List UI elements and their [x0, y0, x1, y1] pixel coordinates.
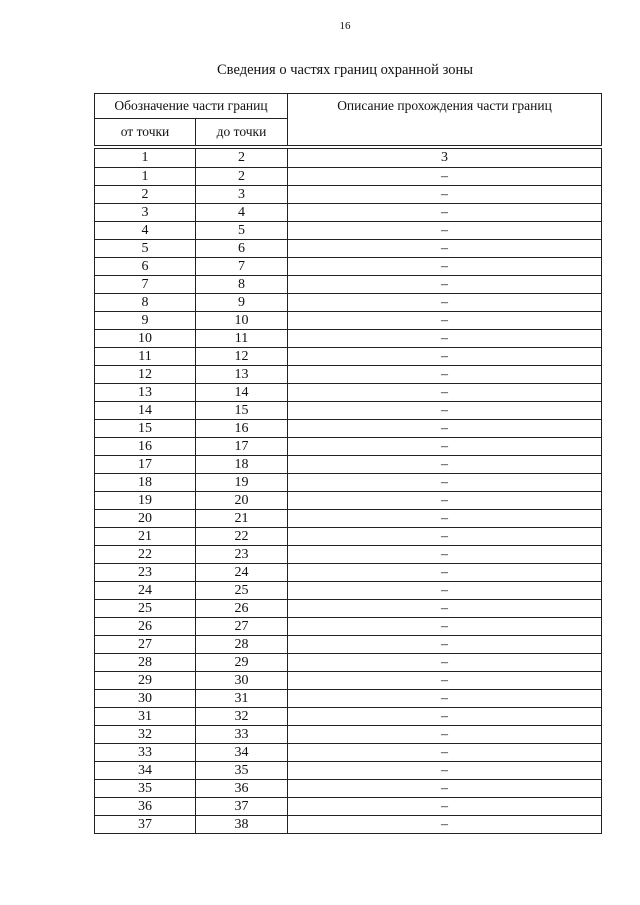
table-row [95, 276, 602, 294]
description-cell: – [288, 276, 602, 294]
to-point-cell: 27 [196, 618, 288, 636]
from-point-cell: 1 [95, 168, 196, 186]
boundary-parts-table [94, 148, 602, 834]
to-point-cell: 5 [196, 222, 288, 240]
to-point-cell: 28 [196, 636, 288, 654]
to-point-cell: 23 [196, 546, 288, 564]
table-row [95, 564, 602, 582]
from-point-cell: 35 [95, 780, 196, 798]
table-row [95, 780, 602, 798]
table-row [95, 330, 602, 348]
table-row [95, 744, 602, 762]
description-cell: – [288, 204, 602, 222]
table-row [95, 762, 602, 780]
from-point-cell: 26 [95, 618, 196, 636]
description-cell: – [288, 402, 602, 420]
to-point-cell: 2 [196, 168, 288, 186]
to-point-cell: 7 [196, 258, 288, 276]
table-row [95, 384, 602, 402]
to-point-cell: 35 [196, 762, 288, 780]
from-point-cell: 15 [95, 420, 196, 438]
table-row [95, 402, 602, 420]
from-point-cell: 6 [95, 258, 196, 276]
description-cell: – [288, 708, 602, 726]
description-cell: – [288, 168, 602, 186]
from-point-cell: 9 [95, 312, 196, 330]
from-point-cell: 31 [95, 708, 196, 726]
description-cell: – [288, 438, 602, 456]
description-cell: – [288, 474, 602, 492]
to-point-cell: 19 [196, 474, 288, 492]
to-point-cell: 25 [196, 582, 288, 600]
to-point-cell: 34 [196, 744, 288, 762]
description-cell: – [288, 330, 602, 348]
from-point-cell: 16 [95, 438, 196, 456]
table-row [95, 726, 602, 744]
from-point-cell: 32 [95, 726, 196, 744]
description-cell: – [288, 528, 602, 546]
from-point-cell: 29 [95, 672, 196, 690]
table-row [95, 816, 602, 834]
description-cell: – [288, 654, 602, 672]
table-row [95, 636, 602, 654]
to-point-cell: 22 [196, 528, 288, 546]
to-point-cell: 11 [196, 330, 288, 348]
from-point-cell: 30 [95, 690, 196, 708]
description-cell: – [288, 456, 602, 474]
to-point-cell: 12 [196, 348, 288, 366]
description-cell: – [288, 240, 602, 258]
to-point-cell: 38 [196, 816, 288, 834]
from-point-cell: 14 [95, 402, 196, 420]
from-point-cell: 8 [95, 294, 196, 312]
from-point-cell: 4 [95, 222, 196, 240]
description-cell: – [288, 816, 602, 834]
table-row [95, 600, 602, 618]
table-row [95, 240, 602, 258]
from-point-cell: 19 [95, 492, 196, 510]
description-cell: – [288, 384, 602, 402]
description-cell: – [288, 600, 602, 618]
from-point-cell: 21 [95, 528, 196, 546]
table-row [95, 708, 602, 726]
to-point-cell: 6 [196, 240, 288, 258]
description-cell: – [288, 798, 602, 816]
description-cell: – [288, 564, 602, 582]
table-row [95, 546, 602, 564]
to-point-cell: 9 [196, 294, 288, 312]
description-cell: – [288, 762, 602, 780]
from-point-cell: 7 [95, 276, 196, 294]
description-cell: – [288, 546, 602, 564]
to-point-cell: 20 [196, 492, 288, 510]
table-row [95, 528, 602, 546]
table-row [95, 204, 602, 222]
from-point-cell: 11 [95, 348, 196, 366]
from-point-cell: 13 [95, 384, 196, 402]
from-point-cell: 20 [95, 510, 196, 528]
table-body [95, 149, 602, 834]
description-cell: – [288, 420, 602, 438]
table-row [95, 456, 602, 474]
to-point-cell: 14 [196, 384, 288, 402]
description-cell: – [288, 222, 602, 240]
from-point-cell: 22 [95, 546, 196, 564]
header-from-point: от точки [95, 119, 196, 146]
from-point-cell: 23 [95, 564, 196, 582]
from-point-cell: 25 [95, 600, 196, 618]
to-point-cell: 32 [196, 708, 288, 726]
table-row [95, 186, 602, 204]
description-cell: – [288, 636, 602, 654]
column-number: 2 [196, 149, 288, 168]
table-row [95, 420, 602, 438]
description-cell: – [288, 690, 602, 708]
table-row [95, 474, 602, 492]
to-point-cell: 17 [196, 438, 288, 456]
to-point-cell: 3 [196, 186, 288, 204]
description-cell: – [288, 366, 602, 384]
description-cell: – [288, 258, 602, 276]
to-point-cell: 21 [196, 510, 288, 528]
to-point-cell: 4 [196, 204, 288, 222]
to-point-cell: 8 [196, 276, 288, 294]
description-cell: – [288, 672, 602, 690]
description-cell: – [288, 510, 602, 528]
description-cell: – [288, 186, 602, 204]
from-point-cell: 37 [95, 816, 196, 834]
to-point-cell: 10 [196, 312, 288, 330]
from-point-cell: 18 [95, 474, 196, 492]
from-point-cell: 27 [95, 636, 196, 654]
table-row [95, 438, 602, 456]
to-point-cell: 30 [196, 672, 288, 690]
table-row [95, 348, 602, 366]
from-point-cell: 17 [95, 456, 196, 474]
to-point-cell: 37 [196, 798, 288, 816]
to-point-cell: 33 [196, 726, 288, 744]
to-point-cell: 31 [196, 690, 288, 708]
table-row [95, 510, 602, 528]
to-point-cell: 24 [196, 564, 288, 582]
table-row [95, 492, 602, 510]
from-point-cell: 12 [95, 366, 196, 384]
description-cell: – [288, 294, 602, 312]
to-point-cell: 18 [196, 456, 288, 474]
table-row [95, 672, 602, 690]
from-point-cell: 2 [95, 186, 196, 204]
to-point-cell: 13 [196, 366, 288, 384]
from-point-cell: 34 [95, 762, 196, 780]
table-row [95, 798, 602, 816]
description-cell: – [288, 780, 602, 798]
from-point-cell: 36 [95, 798, 196, 816]
to-point-cell: 36 [196, 780, 288, 798]
table-row [95, 312, 602, 330]
from-point-cell: 5 [95, 240, 196, 258]
column-numbering-row [95, 149, 602, 168]
table-row [95, 654, 602, 672]
table-row [95, 690, 602, 708]
table-row [95, 294, 602, 312]
to-point-cell: 29 [196, 654, 288, 672]
description-cell: – [288, 726, 602, 744]
from-point-cell: 24 [95, 582, 196, 600]
to-point-cell: 26 [196, 600, 288, 618]
column-number: 1 [95, 149, 196, 168]
page-number: 16 [339, 20, 351, 32]
table-row [95, 618, 602, 636]
from-point-cell: 33 [95, 744, 196, 762]
table-row [95, 582, 602, 600]
to-point-cell: 15 [196, 402, 288, 420]
from-point-cell: 3 [95, 204, 196, 222]
table-row [95, 366, 602, 384]
column-number: 3 [288, 149, 602, 168]
description-cell: – [288, 348, 602, 366]
table-row [95, 168, 602, 186]
description-cell: – [288, 618, 602, 636]
from-point-cell: 28 [95, 654, 196, 672]
from-point-cell: 10 [95, 330, 196, 348]
description-cell: – [288, 312, 602, 330]
table-header [94, 93, 602, 146]
header-boundary-part-designation: Обозначение части границ [95, 94, 288, 119]
table-row [95, 258, 602, 276]
header-boundary-description: Описание прохождения части границ [288, 94, 602, 146]
description-cell: – [288, 582, 602, 600]
to-point-cell: 16 [196, 420, 288, 438]
document-title: Сведения о частях границ охранной зоны [217, 62, 473, 78]
description-cell: – [288, 492, 602, 510]
table-row [95, 222, 602, 240]
description-cell: – [288, 744, 602, 762]
header-to-point: до точки [196, 119, 288, 146]
